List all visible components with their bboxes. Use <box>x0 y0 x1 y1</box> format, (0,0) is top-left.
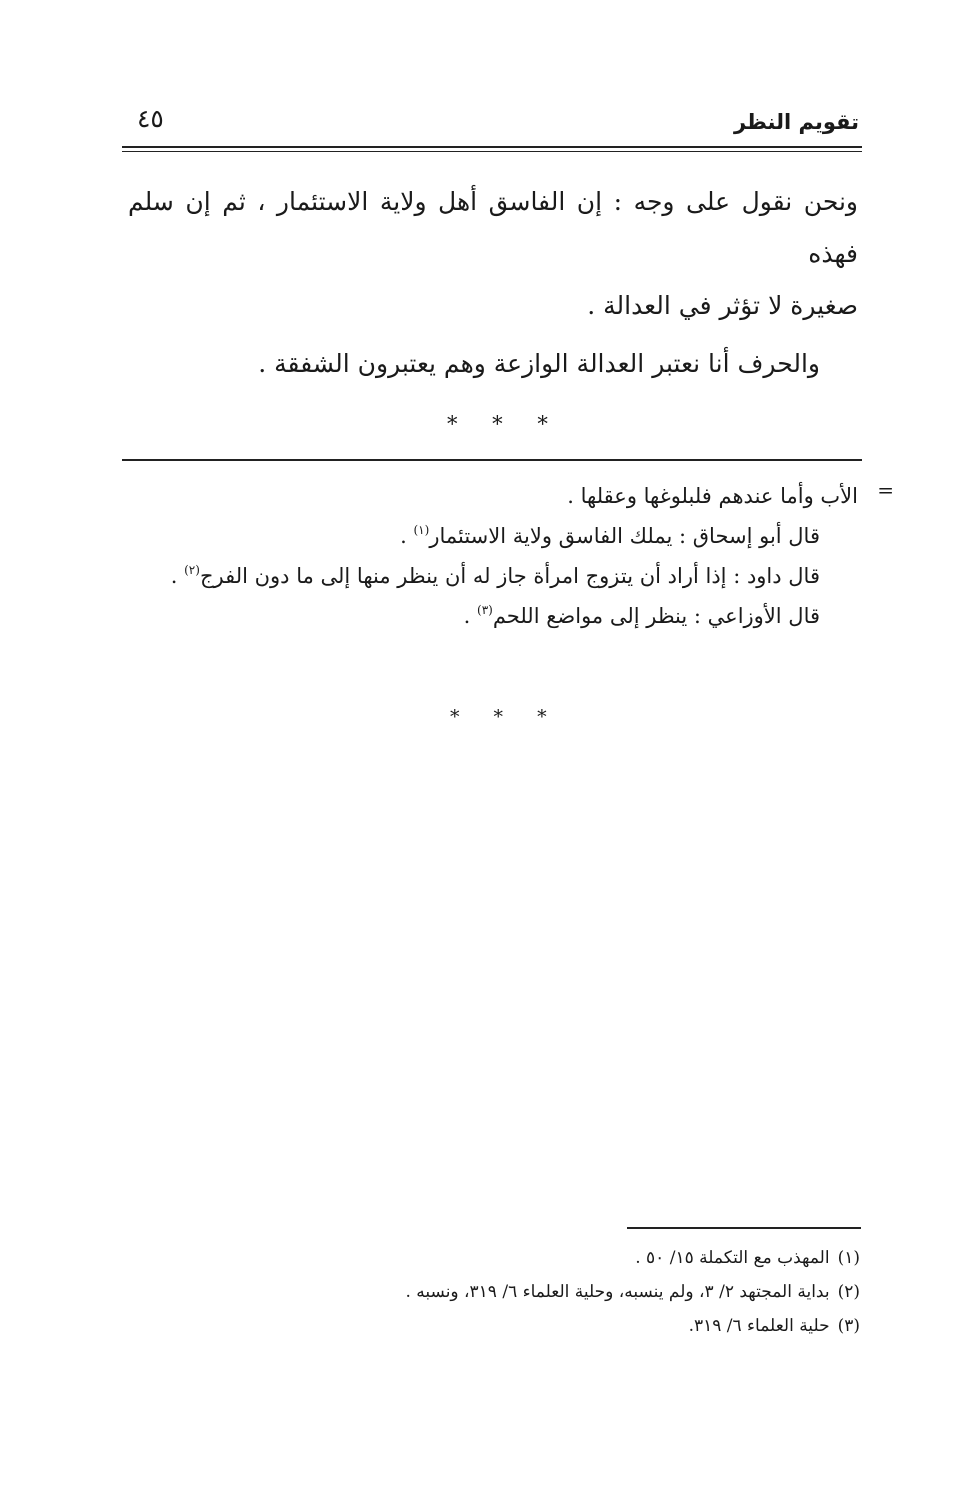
footnote-3 <box>120 1309 860 1343</box>
footnote-number: (٢) <box>837 1282 860 1302</box>
footnote-text: بداية المجتهد ٢/ ٣، ولم ينسبه، وحلية العلماء ٦/ ٣١٩، ونسبه . <box>405 1282 830 1302</box>
line-end: . <box>400 524 414 548</box>
continuation-line-1: الأب وأما عندهم فلبلوغها وعقلها . <box>567 484 858 508</box>
section-separator: * * * <box>450 706 561 728</box>
footnote-rule <box>627 1227 861 1229</box>
quote-text: قال أبو إسحاق : يملك الفاسق ولاية الاستئمار <box>429 524 820 548</box>
footnote-number: (٣) <box>837 1316 860 1336</box>
paragraph-1-line-1: ونحن نقول على وجه : إن الفاسق أهل ولاية الاستئمار ، ثم إن سلم فهذه <box>128 187 858 268</box>
footnote-2 <box>120 1275 860 1309</box>
line-end: . <box>170 564 185 588</box>
paragraph-1-line-2: صغيرة لا تؤثر في العدالة . <box>587 291 858 320</box>
footnote-number: (١) <box>837 1248 860 1268</box>
page-number: ٤٥ <box>137 104 164 133</box>
footnote-ref-1: (١) <box>413 523 430 537</box>
footnote-text: حلية العلماء ٦/ ٣١٩. <box>688 1316 830 1336</box>
main-text <box>128 176 858 390</box>
section-separator: * * * <box>447 412 562 436</box>
continuation-mark: = <box>877 478 894 502</box>
header-rule <box>122 146 862 148</box>
quote-text: قال الأوزاعي : ينظر إلى مواضع اللحم <box>492 604 820 628</box>
running-title: تقويم النظر <box>733 110 859 134</box>
footnote-ref-2: (٢) <box>184 563 200 577</box>
footnote-1 <box>120 1241 860 1275</box>
section-rule <box>122 459 862 461</box>
quote-awzai <box>118 596 858 636</box>
quote-text: قال داود : إذا أراد أن يتزوج امرأة جاز له أن ينظر منها إلى ما دون الفرج <box>199 564 820 588</box>
header-rule-thin <box>122 151 862 152</box>
footnote-text: المهذب مع التكملة ١٥/ ٥٠ . <box>635 1248 830 1268</box>
line-end: . <box>463 604 477 628</box>
footnotes <box>120 1241 860 1343</box>
quote-dawud <box>118 556 858 596</box>
quote-abu-ishaq <box>118 516 858 556</box>
continuation-block <box>118 476 858 636</box>
paragraph-2: والحرف أنا نعتبر العدالة الوازعة وهم يعتبرون الشفقة . <box>258 349 820 378</box>
footnote-ref-3: (٣) <box>477 603 493 617</box>
